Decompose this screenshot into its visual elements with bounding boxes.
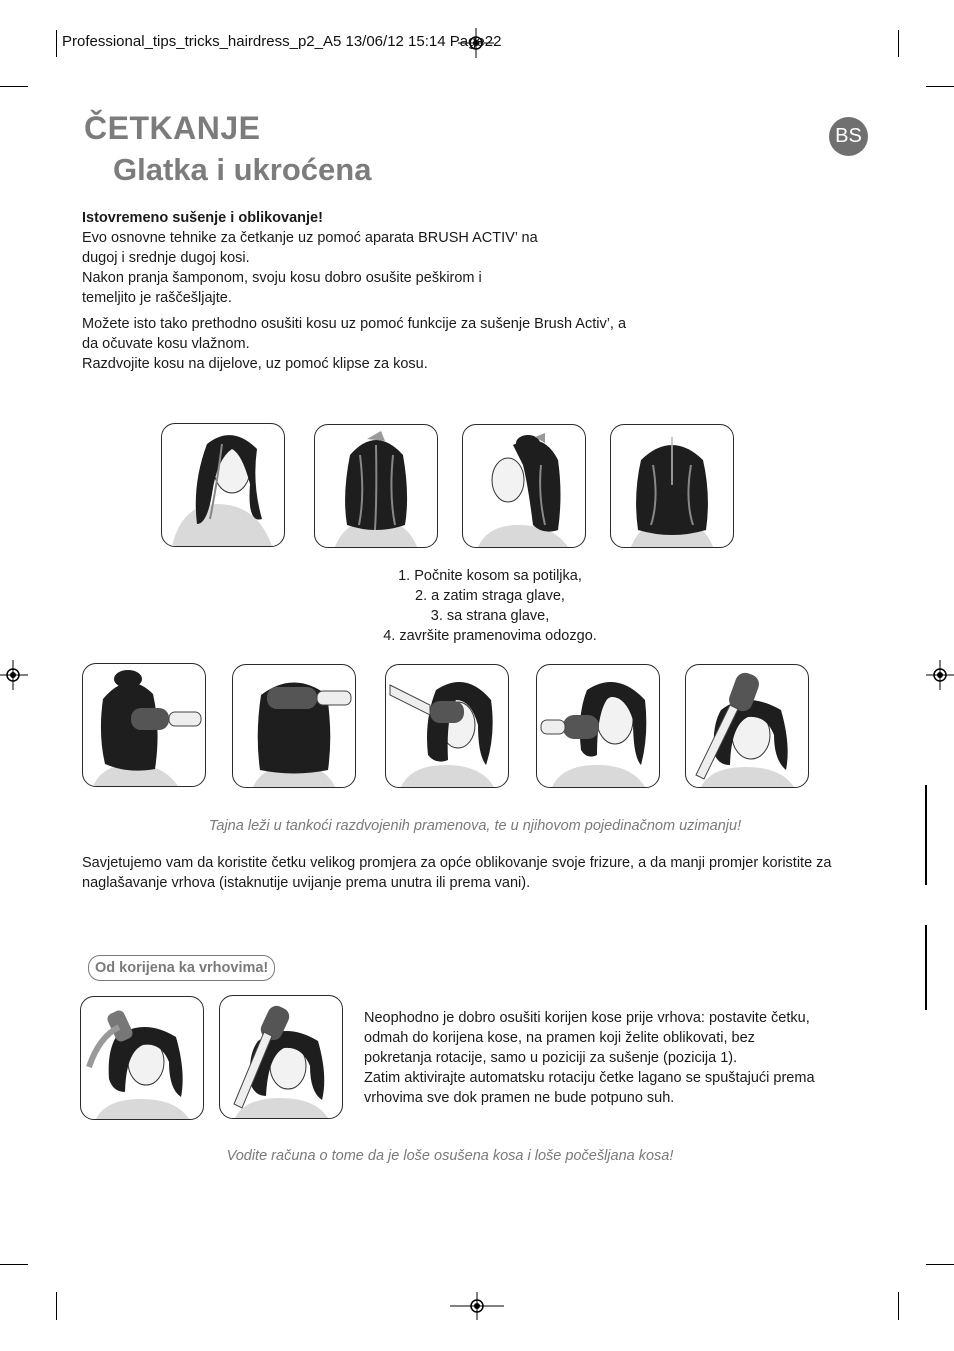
- intro-line: Nakon pranja šamponom, svoju kosu dobro osušite peškirom i: [82, 270, 482, 286]
- crop-mark: [926, 1264, 954, 1265]
- registration-mark-icon: [0, 660, 28, 690]
- page-subtitle: Glatka i ukroćena: [113, 152, 372, 187]
- intro-line: Možete isto tako prethodno osušiti kosu uz pomoć funkcije za sušenje Brush Activ’, a: [82, 316, 627, 332]
- illustration-brush-top: [685, 664, 809, 788]
- step-item: 1. Počnite kosom sa potiljka,: [398, 568, 582, 584]
- margin-bar: [925, 925, 927, 1010]
- illustration-root-rotate: [219, 995, 343, 1119]
- intro-line: Razdvojite kosu na dijelove, uz pomoć klipse za kosu.: [82, 356, 428, 372]
- step-item: 3. sa strana glave,: [430, 608, 550, 624]
- intro-line: dugoj i srednje dugoj kosi.: [82, 250, 250, 266]
- illustration-brush-side: [385, 664, 509, 788]
- intro-line: Evo osnovne tehnike za četkanje uz pomoć aparata BRUSH ACTIV’ na: [82, 230, 538, 246]
- illustration-brush-front: [536, 664, 660, 788]
- crop-mark: [926, 86, 954, 87]
- steps-list: [300, 566, 680, 646]
- registration-mark-icon: [450, 1292, 504, 1320]
- language-badge: BS: [829, 117, 868, 156]
- roots-line: Neophodno je dobro osušiti korijen kose prije vrhova: postavite četku,: [364, 1010, 810, 1026]
- illustration-hair-back-clip: [314, 424, 438, 548]
- intro-text: [82, 208, 642, 374]
- crop-mark: [56, 1292, 57, 1320]
- illustration-hair-side-clip: [462, 424, 586, 548]
- roots-label: Od korijena ka vrhovima!: [88, 955, 275, 981]
- final-tip: Vodite računa o tome da je loše osušena kosa i loše počešljana kosa!: [226, 1148, 674, 1164]
- roots-line: odmah do korijena kose, na pramen koji želite oblikovati, bez: [364, 1030, 755, 1046]
- roots-line: pokretanja rotacije, samo u poziciji za sušenje (pozicija 1).: [364, 1050, 738, 1066]
- sections-tip: Tajna leži u tankoći razdvojenih pramenova, te u njihovom pojedinačnom uzimanju!: [208, 818, 742, 834]
- illustration-root-dry: [80, 996, 204, 1120]
- intro-line: da očuvate kosu vlažnom.: [82, 336, 250, 352]
- crop-mark: [0, 1264, 28, 1265]
- step-item: 4. završite pramenovima odozgo.: [383, 628, 597, 644]
- advice-text: Savjetujemo vam da koristite četku velikog promjera za opće oblikovanje svoje frizure, a da manji promjer koristite za naglašavanje vrhova (istaknutije uvijanje prema unutra ili prema vani).: [82, 855, 832, 891]
- illustration-brush-back: [232, 664, 356, 788]
- crop-mark: [898, 30, 899, 57]
- crop-mark: [0, 86, 28, 87]
- registration-mark-icon: [926, 660, 954, 690]
- page-title: ČETKANJE: [84, 110, 261, 146]
- illustration-brush-nape: [82, 663, 206, 787]
- print-slug: Professional_tips_tricks_hairdress_p2_A5 13/06/12 15:14 Page22: [62, 33, 502, 50]
- illustration-hair-loose: [161, 423, 285, 547]
- roots-text: [364, 1008, 854, 1108]
- intro-line: temeljito je raščešljajte.: [82, 290, 232, 306]
- crop-mark: [56, 30, 57, 57]
- roots-line: Zatim aktivirajte automatsku rotaciju četke lagano se spuštajući prema: [364, 1070, 815, 1086]
- illustration-hair-back-part: [610, 424, 734, 548]
- step-item: 2. a zatim straga glave,: [415, 588, 565, 604]
- roots-line: vrhovima sve dok pramen ne bude potpuno suh.: [364, 1090, 675, 1106]
- intro-heading: Istovremeno sušenje i oblikovanje!: [82, 210, 323, 226]
- margin-bar: [925, 785, 927, 885]
- crop-mark: [898, 1292, 899, 1320]
